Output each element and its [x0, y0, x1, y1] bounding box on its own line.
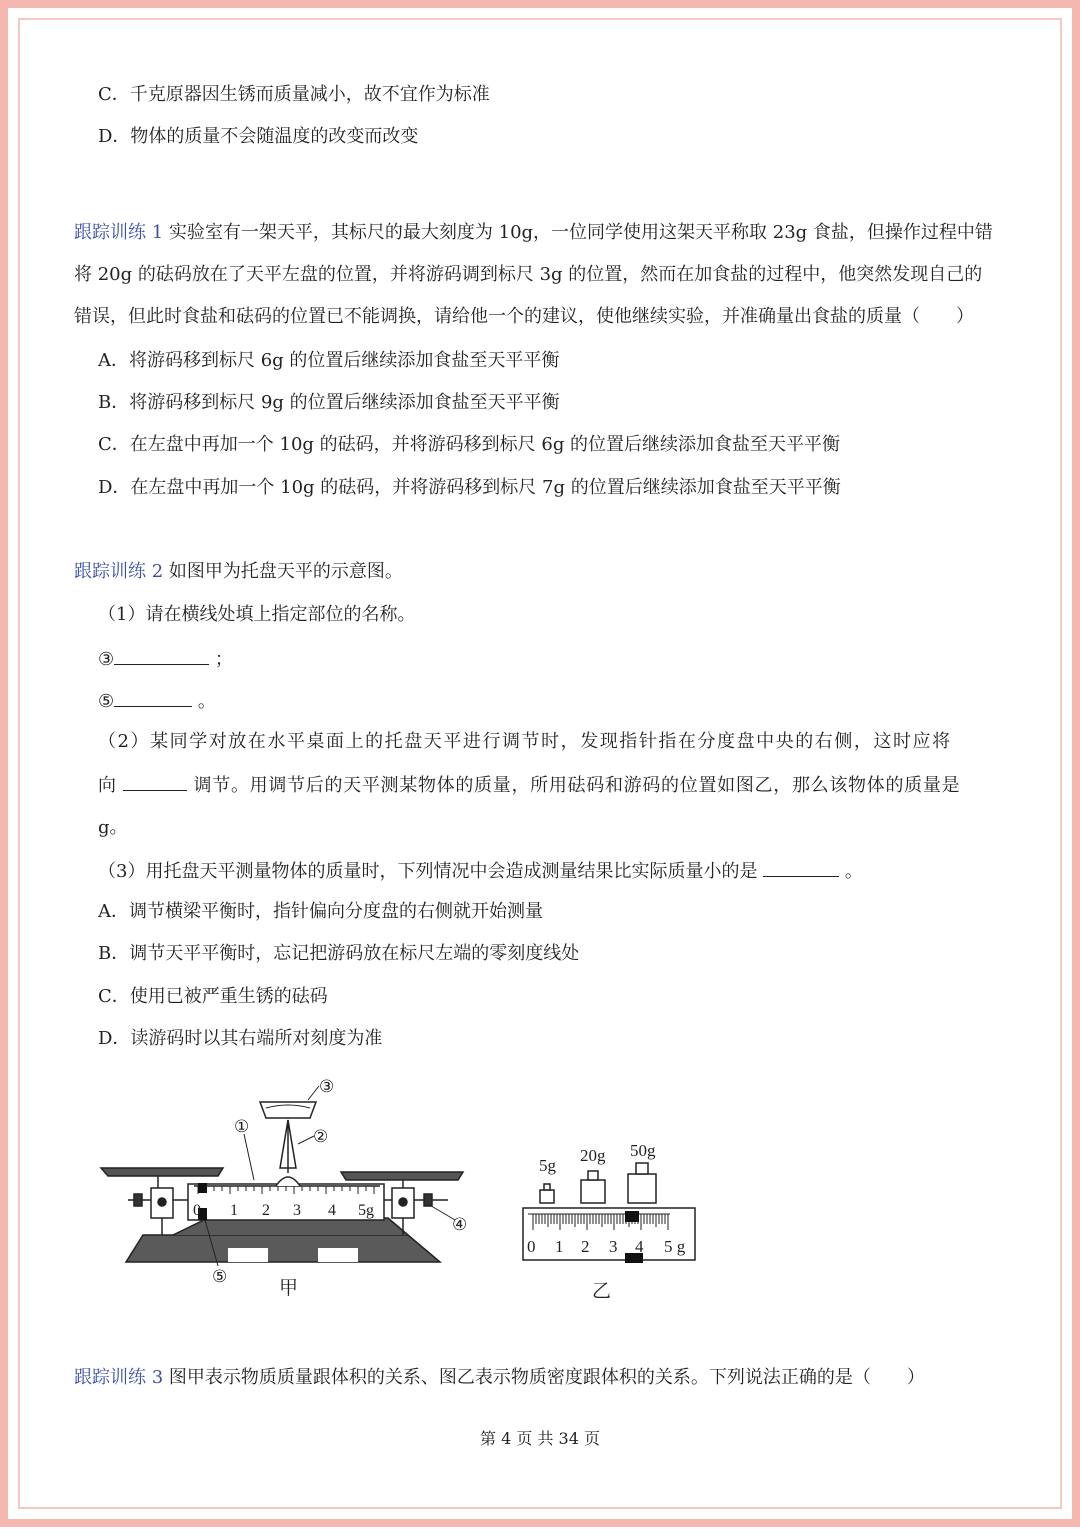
- rider-top: [198, 1183, 207, 1193]
- t2-option-a: A．调节横梁平衡时，指针偏向分度盘的右侧就开始测量: [98, 901, 543, 922]
- jia-scale-3: 3: [293, 1202, 301, 1219]
- figure-yi-label: 乙: [592, 1281, 612, 1302]
- weight-label-5g: 5g: [539, 1156, 556, 1175]
- t3-tag: 跟踪训练 3: [74, 1367, 164, 1388]
- jia-scale-2: 2: [262, 1202, 270, 1219]
- marker-4: ④: [452, 1215, 468, 1234]
- t2-tag: 跟踪训练 2: [74, 561, 164, 582]
- yi-scale-2: 2: [581, 1237, 590, 1256]
- jia-scale-5g: 5g: [358, 1202, 374, 1219]
- t2-option-b: B．调节天平平衡时，忘记把游码放在标尺左端的零刻度线处: [98, 943, 580, 964]
- page-footer: 第 4 页 共 34 页: [480, 1429, 600, 1448]
- t2-p3-end: 。: [839, 861, 863, 882]
- t1-line3: 错误，但此时食盐和砝码的位置已不能调换，请给他一个的建议，使他继续实验，并准确量出食盐的质量（ ）: [74, 306, 974, 327]
- t1-line2: 将 20g 的砝码放在了天平左盘的位置，并将游码调到标尺 3g 的位置，然而在加食盐的过程中，他突然发现自己的: [74, 264, 983, 285]
- weight-label-20g: 20g: [580, 1146, 606, 1165]
- circled-5: ⑤: [98, 691, 115, 712]
- weight-50g: [628, 1174, 656, 1203]
- t2-p1: （1）请在横线处填上指定部位的名称。: [98, 604, 416, 625]
- t1-option-a: A．将游码移到标尺 6g 的位置后继续添加食盐至天平平衡: [98, 350, 560, 371]
- t2-p2-line1: （2）某同学对放在水平桌面上的托盘天平进行调节时，发现指针指在分度盘中央的右侧，这时应将: [98, 731, 952, 752]
- yi-scale-0: 0: [527, 1237, 536, 1256]
- t1-text-1: 实验室有一架天平，其标尺的最大刻度为 10g，一位同学使用这架天平称取 23g 食盐，但操作过程中错: [163, 222, 993, 243]
- weight-label-50g: 50g: [630, 1141, 656, 1160]
- t2-p2-line2-b: 调节。用调节后的天平测某物体的质量，所用砝码和游码的位置如图乙，那么该物体的质量是: [187, 775, 961, 796]
- jia-scale-4: 4: [328, 1202, 336, 1219]
- t3-line: [74, 1366, 925, 1390]
- yi-rider-top: [625, 1211, 639, 1222]
- marker-5: ⑤: [212, 1267, 228, 1286]
- yi-scale-1: 1: [555, 1237, 564, 1256]
- yi-scale-3: 3: [609, 1237, 618, 1256]
- t1-option-b: B．将游码移到标尺 9g 的位置后继续添加食盐至天平平衡: [98, 392, 560, 413]
- t2-option-c: C．使用已被严重生锈的砝码: [98, 986, 328, 1007]
- t2-p3-text: （3）用托盘天平测量物体的质量时，下列情况中会造成测量结果比实际质量小的是: [98, 861, 764, 882]
- prev-option-d: D．物体的质量不会随温度的改变而改变: [98, 126, 419, 147]
- blank-3-suffix: ；: [209, 649, 233, 670]
- jia-scale-0: 0: [193, 1202, 201, 1219]
- balance-figure: [8, 8, 1080, 1535]
- marker-2: ②: [313, 1127, 329, 1146]
- t1-option-d: D．在左盘中再加一个 10g 的砝码，并将游码移到标尺 7g 的位置后继续添加食盐至天平平衡: [98, 477, 841, 498]
- marker-1: ①: [234, 1117, 250, 1136]
- t1-tag: 跟踪训练 1: [74, 222, 164, 243]
- marker-3: ③: [319, 1077, 335, 1096]
- t2-intro: 如图甲为托盘天平的示意图。: [163, 561, 403, 582]
- weight-20g: [581, 1180, 605, 1203]
- jia-scale-1: 1: [230, 1202, 238, 1219]
- t3-text: 图甲表示物质质量跟体积的关系、图乙表示物质密度跟体积的关系。下列说法正确的是（ ）: [163, 1367, 925, 1388]
- t1-option-c: C．在左盘中再加一个 10g 的砝码，并将游码移到标尺 6g 的位置后继续添加食盐至天平平衡: [98, 434, 841, 455]
- circled-3: ③: [98, 649, 115, 670]
- yi-scale-5g: 5 g: [664, 1237, 686, 1256]
- t2-option-d: D．读游码时以其右端所对刻度为准: [98, 1028, 383, 1049]
- balance-diagram-jia: [101, 1086, 463, 1266]
- t2-p2-line3: g。: [98, 817, 128, 838]
- blank-5-suffix: 。: [192, 691, 216, 712]
- prev-option-c: C．千克原器因生锈而质量减小，故不宜作为标准: [98, 84, 490, 105]
- weight-5g: [540, 1190, 554, 1203]
- figure-jia-label: 甲: [279, 1278, 299, 1299]
- t2-p2-line2-a: 向: [98, 775, 124, 796]
- yi-scale-4: 4: [635, 1237, 644, 1256]
